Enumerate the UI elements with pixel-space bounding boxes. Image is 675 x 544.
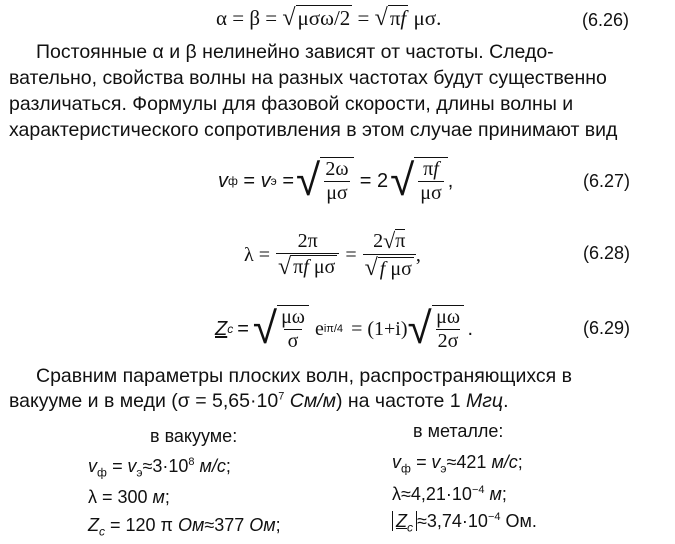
metal-velocity [392,452,523,476]
denominator: μσ [420,182,442,204]
metal-heading: в металле: [413,421,504,441]
equation-number-6-26: (6.26) [582,10,630,30]
equation-number-6-27: (6.27) [583,171,631,191]
f-symbol: f [379,257,386,280]
exponent: −4 [487,511,501,523]
denominator: σ [284,329,303,353]
vacuum-wavelength [88,487,170,508]
numerator: 2ω [325,158,349,180]
vacuum-heading: в вакууме: [150,426,238,446]
unit: м [152,487,165,507]
one-plus-i: = (1+i) [351,317,408,340]
sqrt-sign: √ [282,5,296,31]
paragraph-1-line-4: характеристического сопротивления в этом случае принимают вид [9,119,618,141]
subscript: э [136,465,143,480]
numerator: 2π [297,229,318,252]
text: ) на частоте 1 [335,390,467,412]
paragraph-1-line-3: различаться. Формулы для фазовой скорости, длины волны и [9,93,574,115]
v-symbol: = v [410,452,441,472]
equation-number-6-29: (6.29) [583,318,631,338]
pi-symbol: π [395,230,406,252]
unit: Ом [249,515,276,535]
v-symbol: = v [106,456,137,476]
radicand [378,257,414,281]
mu-sigma: μσ [308,256,336,278]
v-symbol: v [260,169,271,192]
semicolon: ; [517,452,523,472]
text: вакууме и в меди (σ = 5,65·10 [9,390,279,412]
denominator: μσ [326,182,348,204]
period: . [503,390,509,412]
sqrt-sign: √ [364,255,378,281]
fraction-mw-over-2s [432,305,465,353]
sqrt-sign: √ [407,304,432,353]
numerator [373,228,405,254]
equals: = [276,169,295,192]
semicolon: ; [225,456,231,476]
comma: , [415,243,421,266]
vacuum-velocity [88,456,231,480]
subscript: c [407,520,413,535]
fraction-2w-over-ms [320,157,354,205]
unit: Ом [177,515,205,535]
sqrt-radicand-2 [388,5,408,30]
radicand [291,255,337,279]
lambda-lhs: λ = [244,243,270,266]
unit: См/м [284,390,336,412]
paragraph-1-line-1: Постоянные α и β нелинейно зависят от частоты. Следо- [36,41,554,63]
z-symbol: Z [215,317,228,340]
subscript: c [99,524,105,539]
comma: , [447,169,454,192]
vacuum-impedance [88,515,281,539]
metal-impedance [392,511,537,535]
sqrt-sign: √ [383,228,396,253]
two: 2 [373,229,384,252]
subscript: ф [97,465,107,480]
value: ≈421 [446,452,492,472]
period: . [467,317,473,340]
metal-wavelength [392,484,507,505]
subscript: э [440,461,447,476]
f-symbol: f [433,158,439,180]
denominator [276,253,339,281]
equals-two: = 2 [359,169,389,192]
exponent: 7 [278,390,285,403]
unit: м/с [491,452,518,472]
mu-sigma: μσ [385,257,412,280]
f-symbol: f [400,6,407,30]
absolute-value [392,511,417,535]
unit: м [484,484,502,504]
semicolon: ; [164,487,170,507]
sqrt-sign: √ [390,156,415,205]
pi-symbol: π [293,256,304,278]
paragraph-2-line-1: Сравним параметры плоских волн, распространяющихся в [36,365,572,387]
value: ≈3·10 [142,456,189,476]
numerator [423,158,439,181]
value: ≈3,74·10 [417,511,488,531]
pi-symbol: π [389,6,401,30]
eq-6-26-lhs: α = β = [216,6,283,30]
fraction-2pi [276,230,339,281]
sqrt-radicand-1: μσω/2 [297,6,351,30]
equation-6-28 [244,226,421,284]
sqrt-sign: √ [252,304,278,353]
paragraph-1-line-2: вательно, свойства волны на разных частотах будут существенно [9,67,607,89]
f-symbol: f [303,256,309,278]
equation-number-6-28: (6.28) [583,243,631,263]
fraction-pif-over-ms [414,157,448,205]
numerator: μω [436,306,460,328]
equation-6-27: v ф = v э = √ $\frac{2\omega}{\mu\sigma}$ = 2 √ $\frac{\pi f}{\mu\sigma}$ , [218,156,454,205]
equals: = [237,169,261,192]
paragraph-2-line-2 [9,389,508,414]
equation-6-26 [216,5,441,32]
semicolon: ; [275,515,281,535]
eq-6-26-equals: = [352,6,375,30]
fraction-2sqrtpi [363,228,416,282]
sqrt-sign: √ [296,156,321,205]
denominator: 2σ [437,330,459,352]
unit: Ом. [500,511,537,531]
sqrt-sign: √ [374,5,388,31]
v-symbol: v [88,456,97,476]
equation-6-29: Z c = √ $\frac{\mu\omega}{\sigma}$ e iπ/4 = (1+i) √ $\frac{\mu\omega}{2\sigma}$ . [215,304,473,353]
z-symbol: Z [396,511,407,531]
exponent: −4 [471,484,485,496]
value: ≈377 [204,515,250,535]
value: λ≈4,21·10 [392,484,472,504]
eq-6-26-tail: μσ. [408,6,442,30]
v-symbol: v [392,452,401,472]
denominator [363,254,416,282]
unit: Мгц [466,390,504,412]
v-symbol: v [218,169,228,192]
value: λ = 300 [88,487,153,507]
value: = 120 π [105,515,178,535]
sqrt-sign: √ [277,253,292,280]
numerator: μω [281,306,305,328]
z-symbol: Z [88,515,99,535]
equals: = [345,243,357,266]
exponent: 8 [188,456,195,468]
exponential-base: e [314,317,324,340]
equals: = [237,317,249,340]
semicolon: ; [501,484,507,504]
subscript: ф [401,461,411,476]
pi-symbol: π [423,158,434,180]
unit: м/с [194,456,226,476]
fraction-mw-over-s [277,305,309,353]
